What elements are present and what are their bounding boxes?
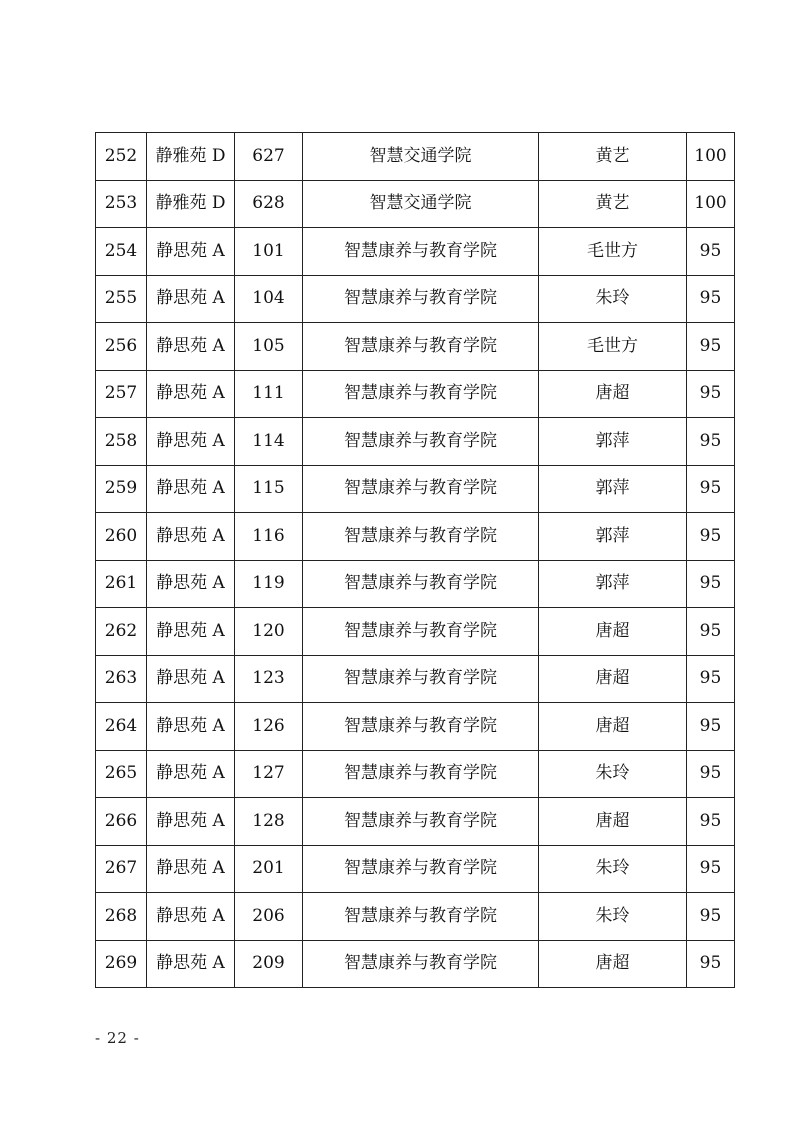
college-cell: 智慧康养与教育学院: [303, 655, 539, 703]
name-cell: 郭萍: [539, 418, 687, 466]
college-cell: 智慧康养与教育学院: [303, 418, 539, 466]
college-cell: 智慧康养与教育学院: [303, 750, 539, 798]
college-cell: 智慧康养与教育学院: [303, 608, 539, 656]
college-cell: 智慧康养与教育学院: [303, 703, 539, 751]
name-cell: 郭萍: [539, 465, 687, 513]
college-cell: 智慧康养与教育学院: [303, 228, 539, 276]
row-number: 252: [96, 133, 147, 181]
college-cell: 智慧康养与教育学院: [303, 323, 539, 371]
name-cell: 毛世方: [539, 228, 687, 276]
room-cell: 116: [235, 513, 303, 561]
college-cell: 智慧康养与教育学院: [303, 845, 539, 893]
name-cell: 朱玲: [539, 750, 687, 798]
score-cell: 95: [687, 608, 735, 656]
building-cell: 静思苑 A: [147, 893, 235, 941]
name-cell: 郭萍: [539, 513, 687, 561]
building-cell: 静雅苑 D: [147, 180, 235, 228]
room-cell: 120: [235, 608, 303, 656]
room-cell: 104: [235, 275, 303, 323]
score-cell: 95: [687, 893, 735, 941]
score-cell: 95: [687, 845, 735, 893]
row-number: 257: [96, 370, 147, 418]
name-cell: 唐超: [539, 370, 687, 418]
building-cell: 静思苑 A: [147, 703, 235, 751]
name-cell: 郭萍: [539, 560, 687, 608]
name-cell: 毛世方: [539, 323, 687, 371]
college-cell: 智慧康养与教育学院: [303, 513, 539, 561]
building-cell: 静思苑 A: [147, 798, 235, 846]
score-cell: 100: [687, 133, 735, 181]
building-cell: 静思苑 A: [147, 370, 235, 418]
table-row: [96, 370, 735, 418]
page-number: - 22 -: [95, 1029, 140, 1047]
college-cell: 智慧康养与教育学院: [303, 798, 539, 846]
table-row: [96, 940, 735, 988]
dormitory-inspection-table: [95, 132, 735, 988]
building-cell: 静思苑 A: [147, 228, 235, 276]
name-cell: 朱玲: [539, 845, 687, 893]
room-cell: 101: [235, 228, 303, 276]
room-cell: 115: [235, 465, 303, 513]
score-cell: 95: [687, 750, 735, 798]
row-number: 265: [96, 750, 147, 798]
name-cell: 黄艺: [539, 180, 687, 228]
row-number: 261: [96, 560, 147, 608]
score-cell: 95: [687, 703, 735, 751]
building-cell: 静思苑 A: [147, 845, 235, 893]
table-row: [96, 845, 735, 893]
table-row: [96, 608, 735, 656]
row-number: 254: [96, 228, 147, 276]
table-row: [96, 560, 735, 608]
room-cell: 111: [235, 370, 303, 418]
score-cell: 95: [687, 940, 735, 988]
room-cell: 128: [235, 798, 303, 846]
row-number: 256: [96, 323, 147, 371]
table-row: [96, 893, 735, 941]
name-cell: 朱玲: [539, 893, 687, 941]
room-cell: 127: [235, 750, 303, 798]
table-row: [96, 180, 735, 228]
college-cell: 智慧康养与教育学院: [303, 370, 539, 418]
score-cell: 95: [687, 370, 735, 418]
college-cell: 智慧康养与教育学院: [303, 465, 539, 513]
score-cell: 95: [687, 513, 735, 561]
name-cell: 黄艺: [539, 133, 687, 181]
name-cell: 唐超: [539, 655, 687, 703]
name-cell: 唐超: [539, 940, 687, 988]
name-cell: 唐超: [539, 703, 687, 751]
score-cell: 95: [687, 418, 735, 466]
score-cell: 95: [687, 275, 735, 323]
score-cell: 95: [687, 323, 735, 371]
score-cell: 100: [687, 180, 735, 228]
building-cell: 静思苑 A: [147, 513, 235, 561]
building-cell: 静思苑 A: [147, 750, 235, 798]
room-cell: 126: [235, 703, 303, 751]
table-row: [96, 133, 735, 181]
table-row: [96, 703, 735, 751]
score-cell: 95: [687, 465, 735, 513]
room-cell: 628: [235, 180, 303, 228]
building-cell: 静思苑 A: [147, 418, 235, 466]
table-row: [96, 275, 735, 323]
room-cell: 119: [235, 560, 303, 608]
row-number: 264: [96, 703, 147, 751]
table-row: [96, 655, 735, 703]
score-cell: 95: [687, 655, 735, 703]
building-cell: 静思苑 A: [147, 940, 235, 988]
row-number: 259: [96, 465, 147, 513]
row-number: 266: [96, 798, 147, 846]
room-cell: 627: [235, 133, 303, 181]
row-number: 260: [96, 513, 147, 561]
building-cell: 静思苑 A: [147, 560, 235, 608]
score-cell: 95: [687, 560, 735, 608]
row-number: 268: [96, 893, 147, 941]
room-cell: 105: [235, 323, 303, 371]
score-cell: 95: [687, 228, 735, 276]
college-cell: 智慧交通学院: [303, 133, 539, 181]
row-number: 253: [96, 180, 147, 228]
room-cell: 206: [235, 893, 303, 941]
building-cell: 静思苑 A: [147, 465, 235, 513]
building-cell: 静思苑 A: [147, 275, 235, 323]
building-cell: 静思苑 A: [147, 608, 235, 656]
building-cell: 静思苑 A: [147, 323, 235, 371]
row-number: 267: [96, 845, 147, 893]
row-number: 258: [96, 418, 147, 466]
table-row: [96, 750, 735, 798]
room-cell: 123: [235, 655, 303, 703]
college-cell: 智慧康养与教育学院: [303, 893, 539, 941]
college-cell: 智慧康养与教育学院: [303, 940, 539, 988]
table-row: [96, 798, 735, 846]
room-cell: 209: [235, 940, 303, 988]
table-row: [96, 228, 735, 276]
room-cell: 114: [235, 418, 303, 466]
college-cell: 智慧康养与教育学院: [303, 560, 539, 608]
building-cell: 静思苑 A: [147, 655, 235, 703]
college-cell: 智慧康养与教育学院: [303, 275, 539, 323]
row-number: 269: [96, 940, 147, 988]
row-number: 263: [96, 655, 147, 703]
room-cell: 201: [235, 845, 303, 893]
table-row: [96, 465, 735, 513]
table-row: [96, 323, 735, 371]
college-cell: 智慧交通学院: [303, 180, 539, 228]
table-row: [96, 513, 735, 561]
table-row: [96, 418, 735, 466]
score-cell: 95: [687, 798, 735, 846]
building-cell: 静雅苑 D: [147, 133, 235, 181]
row-number: 262: [96, 608, 147, 656]
name-cell: 朱玲: [539, 275, 687, 323]
name-cell: 唐超: [539, 608, 687, 656]
name-cell: 唐超: [539, 798, 687, 846]
row-number: 255: [96, 275, 147, 323]
